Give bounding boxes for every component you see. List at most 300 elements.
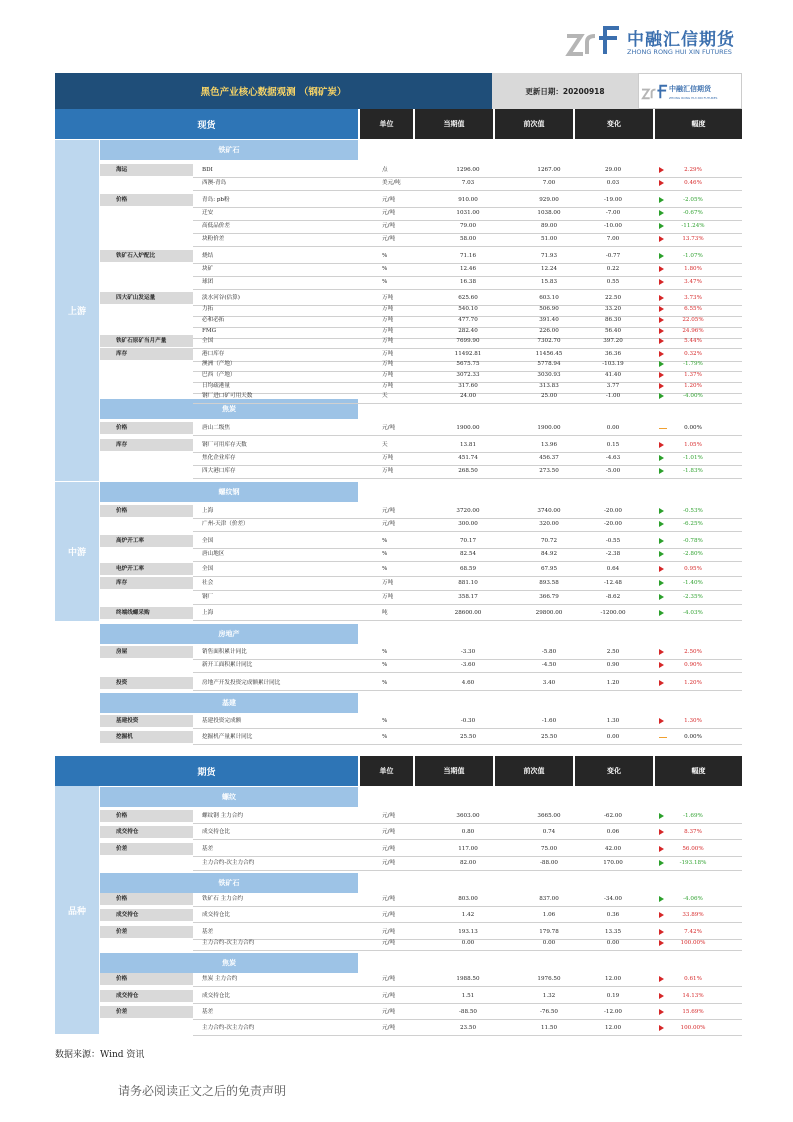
row-previous: 313.83	[539, 383, 559, 389]
row-change: 33.20	[604, 306, 621, 312]
table-row	[100, 465, 742, 478]
row-pct: -1.01%	[683, 455, 703, 461]
row-pct: 13.73%	[682, 236, 704, 242]
row-indicator: 块矿	[202, 266, 214, 272]
company-logo	[565, 22, 745, 62]
col-unit: 单位	[360, 756, 413, 786]
row-category: 电炉开工率	[100, 563, 193, 575]
row-previous: 603.10	[539, 295, 559, 301]
row-current: 317.60	[458, 383, 478, 389]
row-unit: %	[382, 566, 388, 572]
row-change: 12.00	[604, 1025, 621, 1031]
table-row	[100, 563, 742, 576]
row-previous: 15.83	[540, 279, 557, 285]
row-pct: 0.00%	[684, 734, 702, 740]
table-row	[100, 909, 742, 922]
row-category: 终端线螺采购	[100, 607, 193, 619]
row-change: 0.90	[606, 662, 620, 668]
red-flag-icon	[659, 236, 664, 242]
zrf-logo-icon	[565, 22, 623, 60]
row-unit: 元/吨	[382, 521, 396, 527]
row-category: 价差	[100, 926, 193, 938]
row-unit: %	[382, 734, 388, 740]
red-flag-icon	[659, 328, 664, 334]
green-flag-icon	[659, 521, 664, 527]
row-current: 3603.00	[456, 813, 480, 819]
row-divider	[193, 870, 742, 871]
table-row	[100, 591, 742, 604]
table-row	[100, 263, 742, 276]
table-row	[100, 194, 742, 207]
row-previous: 0.00	[542, 940, 556, 946]
row-indicator: BDI	[202, 167, 213, 173]
row-unit: 元/吨	[382, 993, 396, 999]
table-row	[100, 535, 742, 548]
row-indicator: FMG	[202, 328, 217, 334]
row-current: 358.17	[458, 594, 478, 600]
row-indicator: 房地产开发投资完成额累计同比	[202, 680, 281, 686]
row-current: 7.03	[461, 180, 475, 186]
row-change: 22.50	[604, 295, 621, 301]
row-current: 0.80	[461, 829, 475, 835]
table-row	[100, 577, 742, 590]
row-divider	[193, 823, 742, 824]
row-pct: 2.50%	[684, 649, 702, 655]
row-previous: 25.00	[540, 393, 557, 399]
row-indicator: 巴西（产地）	[202, 372, 236, 378]
row-unit: 吨	[382, 610, 388, 616]
row-current: 23.50	[459, 1025, 476, 1031]
row-previous: -1.60	[541, 718, 557, 724]
row-change: 86.30	[604, 317, 621, 323]
row-pct: 1.20%	[684, 383, 702, 389]
group-upstream: 上游	[55, 140, 99, 481]
col-unit: 单位	[360, 109, 413, 139]
row-current: 5675.75	[456, 361, 480, 367]
row-indicator: 销售面积累计同比	[202, 649, 247, 655]
row-current: 1.51	[461, 993, 475, 999]
row-change: -34.00	[604, 896, 622, 902]
row-previous: 929.00	[539, 197, 559, 203]
row-change: -1200.00	[600, 610, 626, 616]
header-logo	[638, 73, 742, 109]
logo-en: ZHONG RONG HUI XIN FUTURES	[627, 48, 732, 56]
row-previous: 70.72	[540, 538, 557, 544]
col-current: 当期值	[415, 109, 493, 139]
row-current: 58.00	[459, 236, 476, 242]
report-header	[55, 73, 742, 109]
green-flag-icon	[659, 361, 664, 367]
row-unit: %	[382, 266, 388, 272]
green-flag-icon	[659, 210, 664, 216]
subhead-rebar: 螺纹钢	[100, 482, 358, 502]
row-current: 28600.00	[454, 610, 482, 616]
row-pct: -4.03%	[683, 610, 703, 616]
row-previous: 320.00	[539, 521, 559, 527]
row-change: 7.00	[606, 236, 620, 242]
row-divider	[193, 1019, 742, 1020]
row-pct: 1.05%	[684, 442, 702, 448]
row-current: -3.30	[460, 649, 476, 655]
row-previous: 29800.00	[535, 610, 563, 616]
row-change: 13.35	[604, 929, 621, 935]
row-unit: 元/吨	[382, 223, 396, 229]
row-category: 价格	[100, 973, 193, 985]
row-previous: 837.00	[539, 896, 559, 902]
row-change: -1.00	[605, 393, 621, 399]
table-row	[100, 452, 742, 465]
row-change: 0.00	[606, 425, 620, 431]
row-pct: 33.89%	[682, 912, 704, 918]
row-change: 36.36	[604, 351, 621, 357]
row-change: -5.00	[605, 468, 621, 474]
red-flag-icon	[659, 383, 664, 389]
row-indicator: 主力合约-次主力合约	[202, 940, 255, 946]
row-current: 13.81	[459, 442, 476, 448]
row-change: -19.00	[604, 197, 622, 203]
row-indicator: 主力合约-次主力合约	[202, 1025, 255, 1031]
red-flag-icon	[659, 351, 664, 357]
row-indicator: 基差	[202, 846, 214, 852]
row-current: 7699.90	[456, 338, 480, 344]
flat-arrow-icon	[659, 737, 667, 738]
row-indicator: 主力合约-次主力合约	[202, 860, 255, 866]
red-flag-icon	[659, 266, 664, 272]
row-indicator: 球团	[202, 279, 214, 285]
row-change: -4.63	[605, 455, 621, 461]
row-current: -88.50	[459, 1009, 477, 1015]
table-row	[100, 207, 742, 220]
row-divider	[193, 690, 742, 691]
row-current: 1296.00	[456, 167, 480, 173]
row-current: 0.00	[461, 940, 475, 946]
row-change: 29.00	[604, 167, 621, 173]
red-flag-icon	[659, 649, 664, 655]
green-flag-icon	[659, 455, 664, 461]
row-indicator: 高低品价差	[202, 223, 230, 229]
row-divider	[193, 728, 742, 729]
row-current: 625.60	[458, 295, 478, 301]
row-unit: 元/吨	[382, 929, 396, 935]
row-change: -20.00	[604, 521, 622, 527]
red-flag-icon	[659, 976, 664, 982]
row-indicator: 日均疏港量	[202, 383, 230, 389]
row-indicator: 全国	[202, 538, 214, 544]
table-row	[100, 731, 742, 744]
red-flag-icon	[659, 306, 664, 312]
row-previous: 12.24	[540, 266, 557, 272]
green-flag-icon	[659, 860, 664, 866]
row-category: 价格	[100, 194, 193, 206]
red-flag-icon	[659, 680, 664, 686]
row-change: -10.00	[604, 223, 622, 229]
row-divider	[193, 986, 742, 987]
row-unit: 元/吨	[382, 912, 396, 918]
row-current: 1900.00	[456, 425, 480, 431]
row-indicator: 澳洲（产地）	[202, 361, 236, 367]
row-previous: 1038.00	[537, 210, 561, 216]
row-change: -20.00	[604, 508, 622, 514]
row-indicator: 基差	[202, 929, 214, 935]
row-unit: %	[382, 662, 388, 668]
table-row	[100, 646, 742, 659]
row-unit: 天	[382, 442, 388, 448]
row-pct: -1.40%	[683, 580, 703, 586]
row-current: 1.42	[461, 912, 475, 918]
table-row	[100, 826, 742, 839]
row-divider	[193, 190, 742, 191]
row-previous: 1.06	[542, 912, 556, 918]
row-category: 成交持仓	[100, 909, 193, 921]
row-unit: 万吨	[382, 306, 394, 312]
green-flag-icon	[659, 223, 664, 229]
row-current: 477.70	[458, 317, 478, 323]
row-indicator: 广州-天津（价差）	[202, 521, 249, 527]
row-unit: 元/吨	[382, 197, 396, 203]
row-category: 价差	[100, 1006, 193, 1018]
table-row	[100, 715, 742, 728]
row-pct: 3.73%	[684, 295, 702, 301]
row-change: -0.77	[605, 253, 621, 259]
row-current: 803.00	[458, 896, 478, 902]
row-pct: 6.55%	[684, 306, 702, 312]
row-category: 库存	[100, 577, 193, 589]
row-change: 0.00	[606, 734, 620, 740]
row-current: 79.00	[459, 223, 476, 229]
row-current: 3720.00	[456, 508, 480, 514]
green-flag-icon	[659, 896, 664, 902]
row-change: 0.22	[606, 266, 620, 272]
row-indicator: 螺纹钢 主力合约	[202, 813, 243, 819]
row-change: 0.00	[606, 940, 620, 946]
row-pct: 14.13%	[682, 993, 704, 999]
flat-arrow-icon	[659, 428, 667, 429]
row-unit: %	[382, 279, 388, 285]
row-divider	[193, 531, 742, 532]
red-flag-icon	[659, 1025, 664, 1031]
row-pct: -1.69%	[683, 813, 703, 819]
row-pct: 8.37%	[684, 829, 702, 835]
row-unit: 元/吨	[382, 896, 396, 902]
row-previous: 391.40	[539, 317, 559, 323]
row-current: 24.00	[459, 393, 476, 399]
spot-label: 现货	[55, 109, 358, 139]
row-category: 价格	[100, 422, 193, 434]
row-previous: 7.00	[542, 180, 556, 186]
row-change: 2.50	[606, 649, 620, 655]
subhead-coke: 焦炭	[100, 399, 358, 419]
table-row	[100, 233, 742, 246]
row-unit: 元/吨	[382, 210, 396, 216]
row-unit: 元/吨	[382, 829, 396, 835]
row-unit: 万吨	[382, 383, 394, 389]
col-pct: 幅度	[655, 109, 742, 139]
row-unit: 万吨	[382, 338, 394, 344]
row-pct: 0.90%	[684, 662, 702, 668]
row-pct: -2.35%	[683, 594, 703, 600]
row-previous: 3.40	[542, 680, 556, 686]
row-unit: 万吨	[382, 317, 394, 323]
table-row	[100, 518, 742, 531]
row-category: 价格	[100, 505, 193, 517]
row-current: 282.40	[458, 328, 478, 334]
row-category: 基建投资	[100, 715, 193, 727]
row-previous: 67.95	[540, 566, 557, 572]
row-indicator: 必和必拓	[202, 317, 225, 323]
futures-label: 期货	[55, 756, 358, 786]
row-indicator: 挖掘机产量累计同比	[202, 734, 253, 740]
row-category: 价格	[100, 810, 193, 822]
col-change: 变化	[575, 109, 653, 139]
row-pct: 22.05%	[682, 317, 704, 323]
table-row	[100, 548, 742, 561]
row-pct: -2.80%	[683, 551, 703, 557]
row-current: 70.17	[459, 538, 476, 544]
red-flag-icon	[659, 167, 664, 173]
row-indicator: 成交持仓比	[202, 829, 230, 835]
row-change: 42.00	[604, 846, 621, 852]
row-pct: -4.06%	[683, 896, 703, 902]
row-unit: %	[382, 649, 388, 655]
green-flag-icon	[659, 610, 664, 616]
row-change: -7.00	[605, 210, 621, 216]
futures-column-header	[55, 756, 742, 786]
row-previous: 1976.50	[537, 976, 561, 982]
row-change: 12.00	[604, 976, 621, 982]
row-divider	[193, 435, 742, 436]
col-pct: 幅度	[655, 756, 742, 786]
table-row	[100, 607, 742, 620]
logo-cn: 中融汇信期货	[627, 30, 735, 50]
red-flag-icon	[659, 279, 664, 285]
row-indicator: 青岛: pb粉	[202, 197, 230, 203]
header-logo-en: ZHONG RONG HUI XIN FUTURES	[669, 96, 718, 100]
table-row	[100, 505, 742, 518]
row-category: 价格	[100, 893, 193, 905]
row-pct: -0.53%	[683, 508, 703, 514]
subhead-f-coke: 焦炭	[100, 953, 358, 973]
green-flag-icon	[659, 813, 664, 819]
red-flag-icon	[659, 317, 664, 323]
row-current: 68.59	[459, 566, 476, 572]
row-unit: %	[382, 551, 388, 557]
row-previous: 366.79	[539, 594, 559, 600]
row-pct: 7.42%	[684, 929, 702, 935]
green-flag-icon	[659, 393, 664, 399]
red-flag-icon	[659, 338, 664, 344]
row-previous: 1900.00	[537, 425, 561, 431]
row-divider	[193, 744, 742, 745]
row-unit: 元/吨	[382, 976, 396, 982]
row-previous: 506.90	[539, 306, 559, 312]
row-change: 0.19	[606, 993, 620, 999]
disclaimer: 请务必阅读正文之后的免责声明	[118, 1084, 287, 1098]
table-row	[100, 677, 742, 690]
row-previous: 89.00	[540, 223, 557, 229]
row-pct: 0.00%	[684, 425, 702, 431]
row-indicator: 社会	[202, 580, 214, 586]
red-flag-icon	[659, 940, 664, 946]
row-current: 910.00	[458, 197, 478, 203]
row-indicator: 焦化企业库存	[202, 455, 236, 461]
row-indicator: 港口库存	[202, 351, 225, 357]
row-previous: 179.78	[539, 929, 559, 935]
row-indicator: 成交持仓比	[202, 993, 230, 999]
row-current: 1031.00	[456, 210, 480, 216]
row-pct: 3.47%	[684, 279, 702, 285]
row-change: 0.36	[606, 912, 620, 918]
row-indicator: 钢厂进口矿可用天数	[202, 393, 253, 399]
subhead-f-rebar: 螺纹	[100, 787, 358, 807]
row-unit: 万吨	[382, 295, 394, 301]
row-previous: 51.00	[540, 236, 557, 242]
table-row	[100, 843, 742, 856]
subhead-f-iron: 铁矿石	[100, 873, 358, 893]
row-previous: 893.58	[539, 580, 559, 586]
row-pct: -193.18%	[679, 860, 707, 866]
row-current: 82.00	[459, 860, 476, 866]
row-divider	[193, 620, 742, 621]
row-change: -62.00	[604, 813, 622, 819]
row-divider	[193, 950, 742, 951]
row-change: -0.55	[605, 538, 621, 544]
table-row	[100, 1022, 742, 1035]
row-change: -2.38	[605, 551, 621, 557]
row-pct: -4.00%	[683, 393, 703, 399]
row-pct: 0.32%	[684, 351, 702, 357]
row-previous: 13.96	[540, 442, 557, 448]
row-indicator: 成交持仓比	[202, 912, 230, 918]
row-category: 房屋	[100, 646, 193, 658]
row-pct: 1.80%	[684, 266, 702, 272]
row-unit: %	[382, 718, 388, 724]
green-flag-icon	[659, 508, 664, 514]
subhead-infra: 基建	[100, 693, 358, 713]
header-logo-cn: 中融汇信期货	[669, 85, 711, 93]
zrf-small-logo-icon	[641, 81, 669, 103]
table-row	[100, 990, 742, 1003]
row-current: 300.00	[458, 521, 478, 527]
row-indicator: 基差	[202, 1009, 214, 1015]
table-row	[100, 276, 742, 289]
row-indicator: 基建投资完成额	[202, 718, 242, 724]
row-previous: 273.50	[539, 468, 559, 474]
row-current: 71.16	[459, 253, 476, 259]
row-current: 268.50	[458, 468, 478, 474]
row-divider	[193, 906, 742, 907]
col-previous: 前次值	[495, 109, 573, 139]
row-divider	[193, 1035, 742, 1036]
row-indicator: 迁安	[202, 210, 214, 216]
row-indicator: 钢厂可用库存天数	[202, 442, 247, 448]
row-change: 0.55	[606, 279, 620, 285]
red-flag-icon	[659, 1009, 664, 1015]
table-row	[100, 250, 742, 263]
row-unit: 元/吨	[382, 508, 396, 514]
row-divider	[193, 1003, 742, 1004]
row-current: 881.10	[458, 580, 478, 586]
table-row	[100, 422, 742, 435]
group-variety: 品种	[55, 786, 99, 1034]
red-flag-icon	[659, 442, 664, 448]
row-category: 铁矿石入炉配比	[100, 250, 193, 262]
row-unit: 元/吨	[382, 940, 396, 946]
spot-column-header	[55, 109, 742, 139]
table-row	[100, 937, 742, 950]
green-flag-icon	[659, 551, 664, 557]
row-unit: %	[382, 680, 388, 686]
row-category: 高炉开工率	[100, 535, 193, 547]
